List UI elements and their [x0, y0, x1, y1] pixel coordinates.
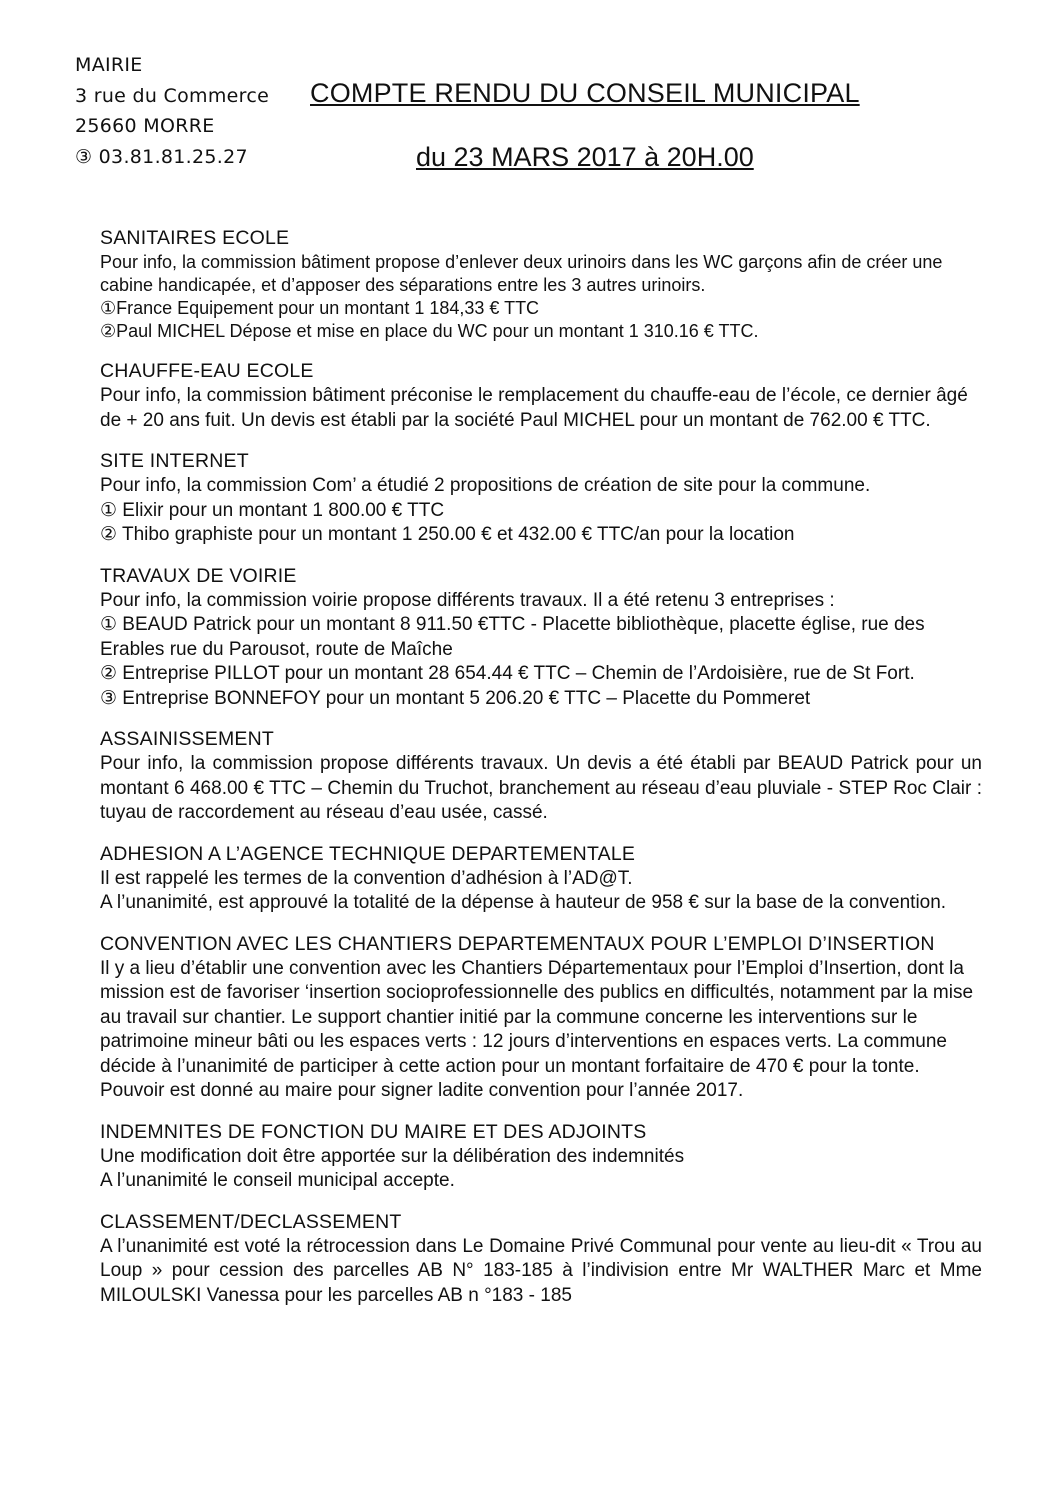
section-paragraph: Pour info, la commission voirie propose différents travaux. Il a été retenu 3 entreprises : — [100, 589, 835, 611]
section-classement-declassement — [100, 1210, 982, 1309]
section-paragraph: Il y a lieu d’établir une convention avec les Chantiers Départementaux pour l’Emploi d’Insertion, dont la mission est de favoriser ‘insertion socioprofessionnelle des publics en difficultés, notamment par la mise au travail sur chantier. Le support chantier initié par la commune concerne les interventions sur le patrimoine mineur bâti ou les espaces verts : 12 jours d’interventions en espaces verts. La commune décide à l’unanimité de participer à cette action pour un montant forfaitaire de 470 € pour la tonte. — [100, 957, 974, 1077]
section-heading: CLASSEMENT/DECLASSEMENT — [100, 1210, 402, 1233]
section-indemnites — [100, 1120, 982, 1194]
section-paragraph: Il est rappelé les termes de la convention d’adhésion à l’AD@T. — [100, 867, 633, 889]
section-paragraph: Pour info, la commission Com’ a étudié 2 propositions de création de site pour la commune. — [100, 475, 871, 496]
section-paragraph: A l’unanimité, est approuvé la totalité de la dépense à hauteur de 958 € sur la base de la convention. — [100, 892, 947, 913]
section-convention-chantiers — [100, 932, 982, 1104]
quote-item: ②Paul MICHEL Dépose et mise en place du WC pour un montant 1 310.16 € TTC. — [100, 321, 759, 341]
section-paragraph: A l’unanimité le conseil municipal accepte. — [100, 1170, 455, 1191]
minutes-content — [100, 226, 982, 1324]
section-heading: INDEMNITES DE FONCTION DU MAIRE ET DES ADJOINTS — [100, 1120, 647, 1143]
section-heading: ADHESION A L’AGENCE TECHNIQUE DEPARTEMENTALE — [100, 842, 636, 865]
section-heading: TRAVAUX DE VOIRIE — [100, 564, 297, 587]
section-heading: SANITAIRES ECOLE — [100, 227, 290, 249]
section-paragraph: Une modification doit être apportée sur la délibération des indemnités — [100, 1145, 685, 1167]
section-site-internet — [100, 449, 982, 548]
quote-item: ① Elixir pour un montant 1 800.00 € TTC — [100, 499, 445, 521]
mairie-name: MAIRIE — [75, 54, 143, 76]
section-heading: CHAUFFE-EAU ECOLE — [100, 360, 314, 382]
section-adhesion-agence — [100, 842, 982, 916]
mairie-address-block — [75, 50, 305, 172]
mairie-city: 25660 MORRE — [75, 115, 215, 137]
page-subtitle-date: du 23 MARS 2017 à 20H.00 — [416, 142, 754, 172]
section-paragraph: A l’unanimité est voté la rétrocession dans Le Domaine Privé Communal pour vente au lieu-dit « Trou au Loup » pour cession des parcelles AB N° 183-185 à l’indivision entre Mr WALTHER Marc et Mme MILOULSKI Vanessa pour les parcelles AB n °183 - 185 — [100, 1235, 982, 1306]
section-sanitaires-ecole — [100, 226, 982, 343]
section-chauffe-eau-ecole — [100, 359, 982, 433]
quote-item: ③ Entreprise BONNEFOY pour un montant 5 206.20 € TTC – Placette du Pommeret — [100, 687, 811, 709]
section-heading: ASSAINISSEMENT — [100, 728, 275, 750]
page-title: COMPTE RENDU DU CONSEIL MUNICIPAL — [310, 78, 860, 108]
quote-item: ①France Equipement pour un montant 1 184,33 € TTC — [100, 298, 540, 318]
section-paragraph: Pour info, la commission propose différents travaux. Un devis a été établi par BEAUD Patrick pour un montant 6 468.00 € TTC – Chemin du Truchot, branchement au réseau d’eau pluviale - STEP Roc Clair : tuyau de raccordement au réseau d’eau usée, cassé. — [100, 753, 982, 823]
section-heading: CONVENTION AVEC LES CHANTIERS DEPARTEMENTAUX POUR L’EMPLOI D’INSERTION — [100, 932, 935, 955]
quote-item: ① BEAUD Patrick pour un montant 8 911.50 €TTC - Placette bibliothèque, placette église, rue des Erables rue du Parousot, route de Maîche — [100, 614, 925, 660]
quote-item: ② Entreprise PILLOT pour un montant 28 654.44 € TTC – Chemin de l’Ardoisière, rue de St Fort. — [100, 663, 915, 684]
section-heading: SITE INTERNET — [100, 450, 249, 472]
quote-item: ② Thibo graphiste pour un montant 1 250.00 € et 432.00 € TTC/an pour la location — [100, 524, 795, 545]
mairie-street: 3 rue du Commerce — [75, 84, 270, 107]
section-assainissement — [100, 727, 982, 826]
section-paragraph: Pour info, la commission bâtiment préconise le remplacement du chauffe-eau de l’école, ce dernier âgé de + 20 ans fuit. Un devis est établi par la société Paul MICHEL pour un montant de 762.00 € TTC. — [100, 385, 968, 431]
section-paragraph: Pouvoir est donné au maire pour signer ladite convention pour l’année 2017. — [100, 1080, 744, 1101]
mairie-phone: ③ 03.81.81.25.27 — [75, 145, 248, 168]
section-travaux-voirie — [100, 564, 982, 712]
section-paragraph: Pour info, la commission bâtiment propose d’enlever deux urinoirs dans les WC garçons afin de créer une cabine handicapée, et d’apposer des séparations entre les 3 autres urinoirs. — [100, 252, 943, 295]
